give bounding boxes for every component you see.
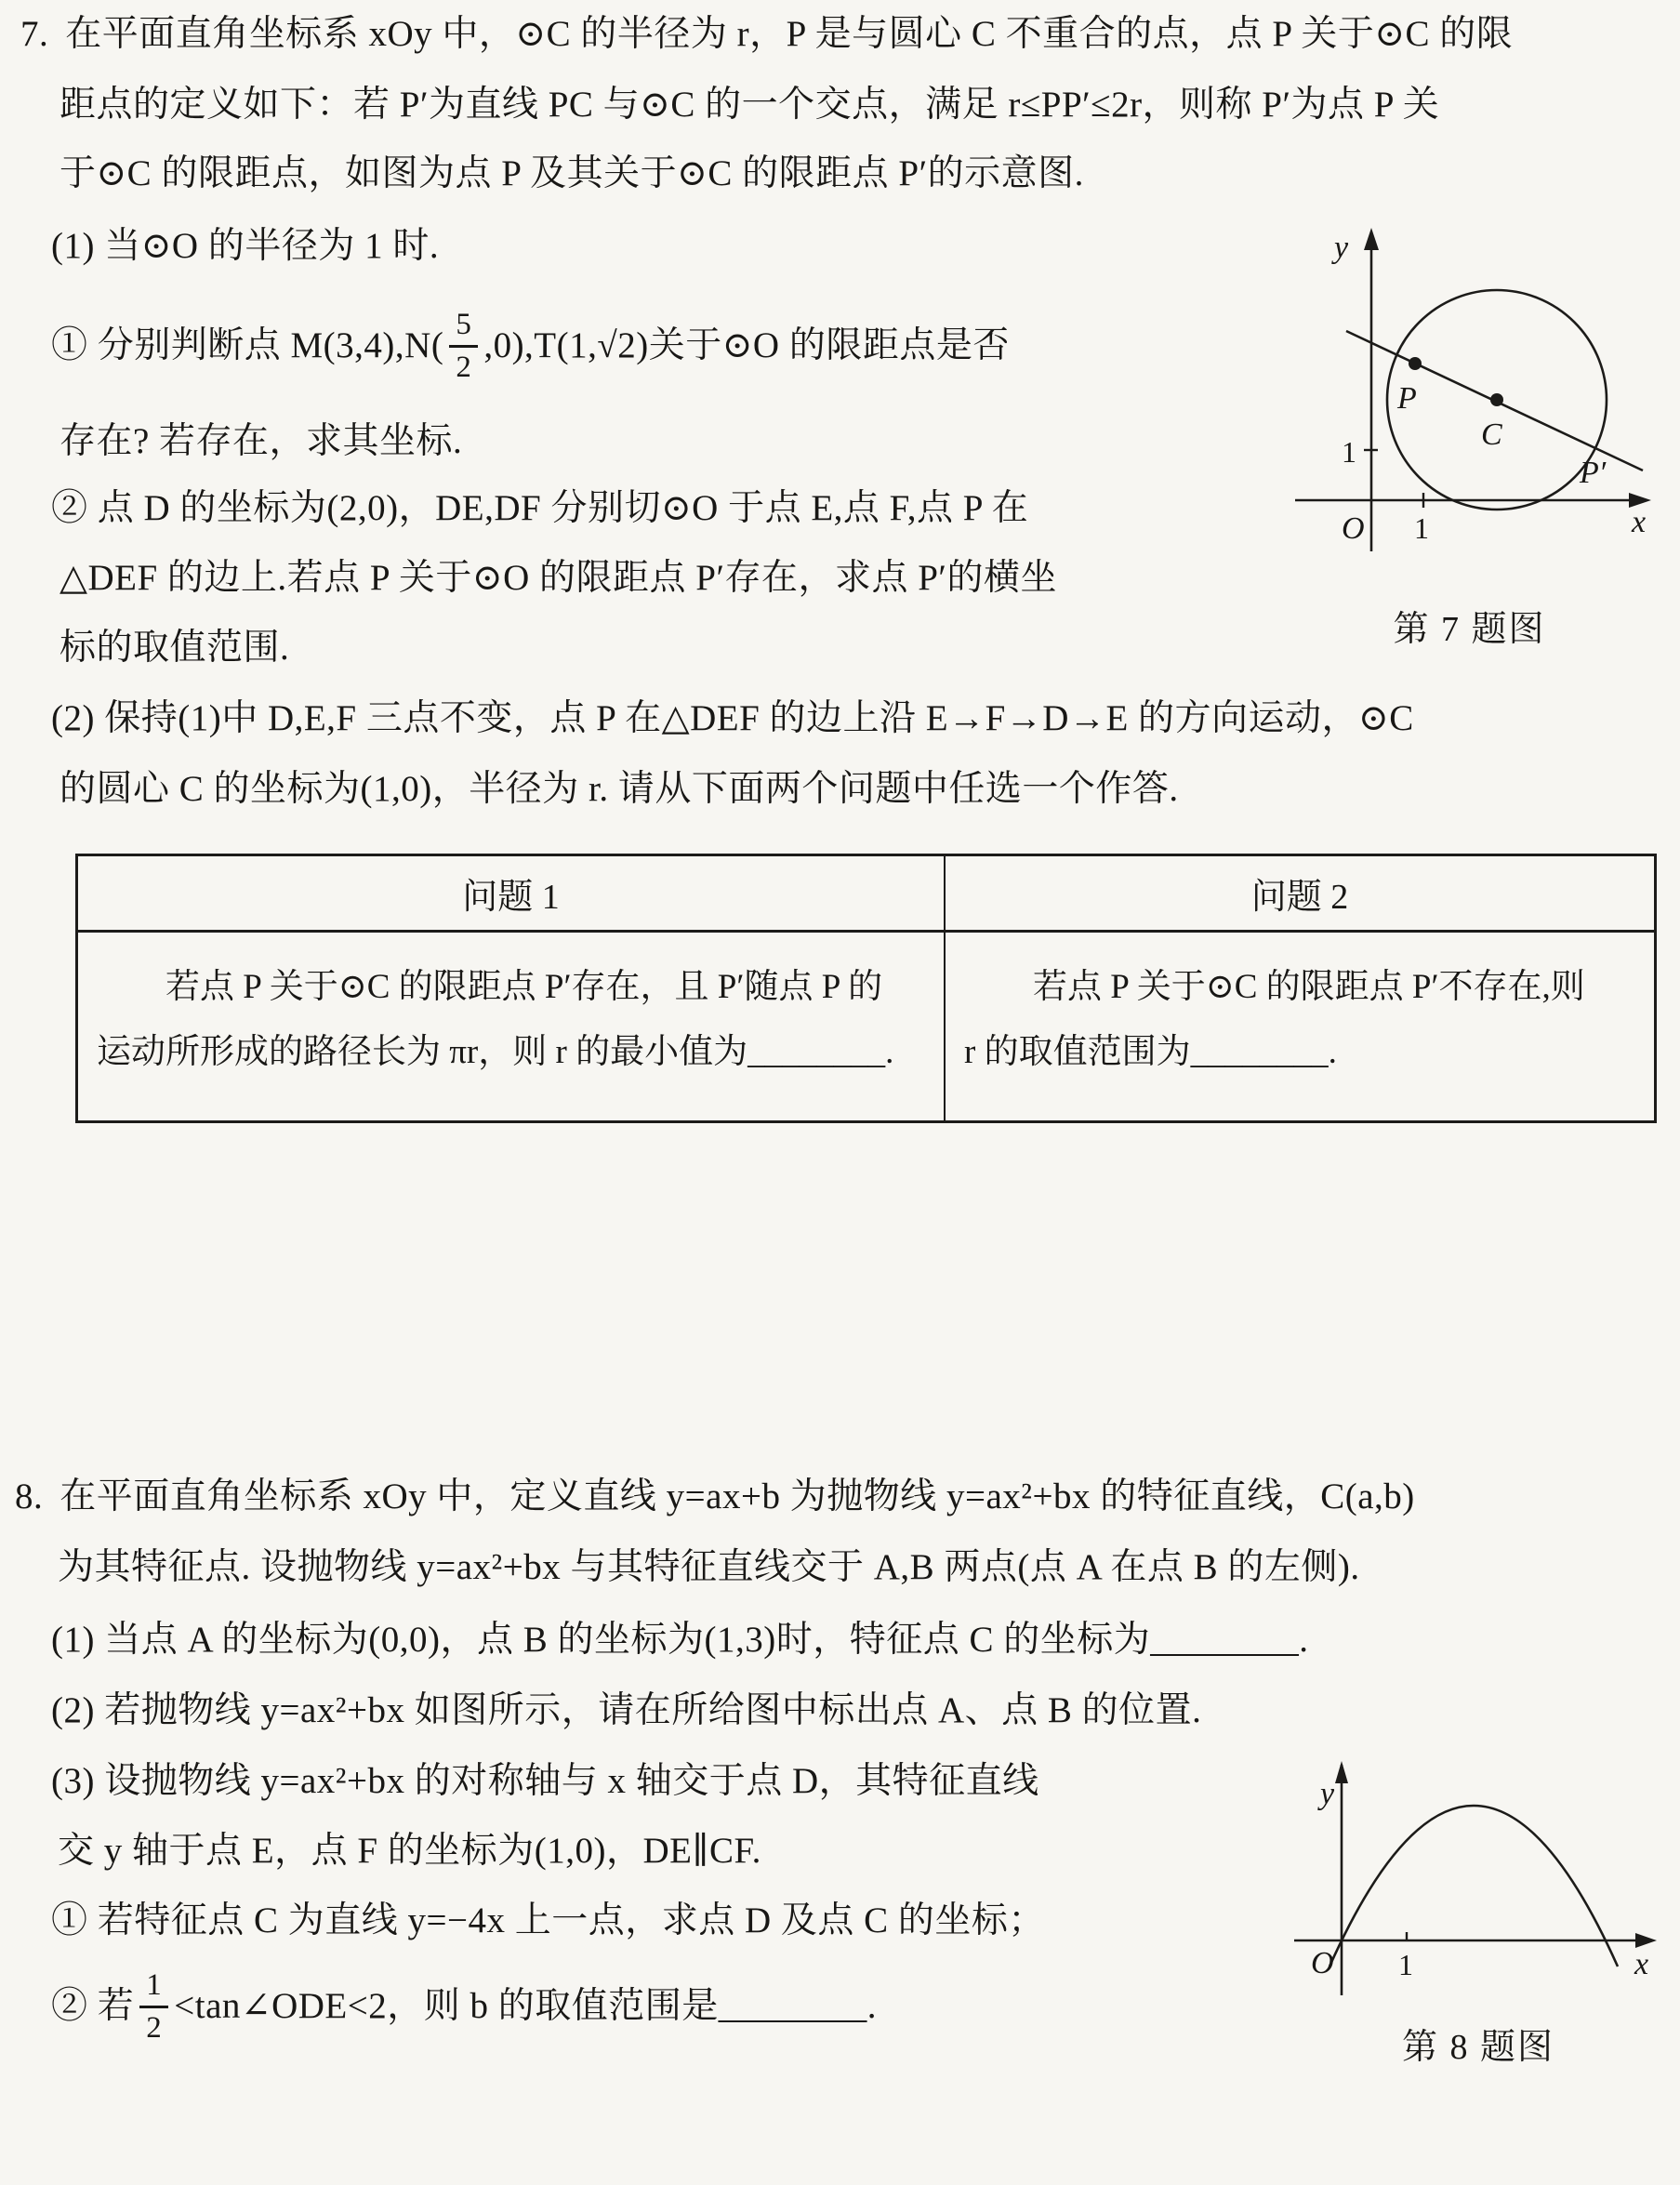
figure-7 [1267,191,1672,649]
x-tick-label: 1 [1398,1948,1413,1981]
p8-part2: (2) 若抛物线 y=ax²+bx 如图所示，请在所给图中标出点 A、点 B 的位置. [51,1690,1202,1730]
p7-part1-sub1-cont: 存在? 若存在，求其坐标. [60,421,463,461]
p8-line-1 [15,1474,1415,1520]
p7-line-1-text: 在平面直角坐标系 xOy 中，⊙C 的半径为 r，P 是与圆心 C 不重合的点，点 P 关于⊙C 的限 [65,14,1514,54]
p7-line-3: 于⊙C 的限距点，如图为点 P 及其关于⊙C 的限距点 P′的示意图. [60,153,1084,193]
table-header-problem2 [946,856,1654,933]
point-C-label: C [1481,417,1502,452]
problem2-text-line1: 若点 P 关于⊙C 的限距点 P′不存在,则 [1033,968,1585,1006]
table-header-problem2-label: 问题 2 [1250,878,1349,917]
figure-7-caption: 第 7 题图 [1393,610,1546,649]
choice-table [75,854,1657,1123]
figure-8-diagram [1281,1755,1675,2008]
problem2-text-line2: r 的取值范围为________. [964,1033,1337,1071]
p8-part3-cont: 交 y 轴于点 E，点 F 的坐标为(1,0)，DE∥CF. [58,1831,761,1871]
problem1-text-line1: 若点 P 关于⊙C 的限距点 P′存在，且 P′随点 P 的 [165,968,883,1006]
x-tick-label: 1 [1414,511,1429,545]
p7-part2-heading: (2) 保持(1)中 D,E,F 三点不变，点 P 在△DEF 的边上沿 E→F→D→E 的方向运动，⊙C [51,698,1414,738]
parabola-curve [1329,1806,1618,1966]
fraction-numerator: 5 [449,308,478,348]
p8-part3-sub2 [51,1960,877,2053]
p8-part3-sub2-pre: ② 若 [51,1986,135,2026]
p7-part2-cont: 的圆心 C 的坐标为(1,0)，半径为 r. 请从下面两个问题中任选一个作答. [60,769,1179,809]
p8-part3-sub1: ① 若特征点 C 为直线 y=−4x 上一点，求点 D 及点 C 的坐标； [51,1900,1045,1940]
fraction-denominator: 2 [146,2010,163,2045]
p7-part1-sub1 [51,305,1010,387]
p8-line-2: 为其特征点. 设抛物线 y=ax²+bx 与其特征直线交于 A,B 两点(点 A 在点 B 的左侧). [58,1547,1360,1587]
fraction-numerator: 1 [139,1968,168,2008]
origin-label: O [1342,511,1365,546]
p7-line-2: 距点的定义如下：若 P′为直线 PC 与⊙C 的一个交点，满足 r≤PP′≤2r，则称 P′为点 P 关 [60,85,1440,125]
figure-7-diagram [1267,191,1672,586]
p8-line-1-text: 在平面直角坐标系 xOy 中，定义直线 y=ax+b 为抛物线 y=ax²+bx 的特征直线，C(a,b) [60,1477,1415,1516]
figure-8-caption: 第 8 题图 [1401,2028,1554,2067]
p7-question-number: 7. [20,14,49,54]
point-C-dot [1490,393,1503,406]
x-axis-label: x [1634,1947,1649,1981]
p8-part3-sub2-post: <tan∠ODE<2，则 b 的取值范围是________. [174,1986,877,2026]
problem1-text-line2: 运动所形成的路径长为 πr，则 r 的最小值为________. [97,1033,894,1071]
p8-part1: (1) 当点 A 的坐标为(0,0)，点 B 的坐标为(1,3)时，特征点 C 的坐标为________. [51,1620,1309,1660]
y-axis-label: y [1334,231,1349,265]
p8-question-number: 8. [15,1477,44,1516]
y-axis-label: y [1320,1777,1335,1811]
p7-line-1 [20,11,1513,58]
table-cell-problem2 [946,933,1654,1120]
fraction-denominator: 2 [456,350,472,384]
fraction-one-half [139,1968,168,2046]
y-tick-label: 1 [1342,435,1356,469]
p8-part3: (3) 设抛物线 y=ax²+bx 的对称轴与 x 轴交于点 D，其特征直线 [51,1761,1039,1801]
p7-part1-sub2: ② 点 D 的坐标为(2,0)，DE,DF 分别切⊙O 于点 E,点 F,点 P 在 [51,488,1029,528]
p7-part1-sub1-pre: ① 分别判断点 M(3,4),N( [51,325,444,365]
p7-part1-sub2-cont1: △DEF 的边上.若点 P 关于⊙O 的限距点 P′存在，求点 P′的横坐 [60,558,1057,598]
p7-part1-heading: (1) 当⊙O 的半径为 1 时. [51,226,440,266]
x-axis-arrow-icon [1635,1933,1657,1948]
figure-8 [1281,1755,1675,2072]
point-P-dot [1409,357,1422,370]
origin-label: O [1311,1946,1334,1980]
p7-part1-sub2-cont2: 标的取值范围. [60,628,290,668]
y-axis-arrow-icon [1364,228,1379,250]
point-P-label: P [1397,381,1417,416]
table-header-problem1-label: 问题 1 [462,878,560,917]
point-P-prime-label: P′ [1580,456,1607,490]
y-axis-arrow-icon [1335,1761,1348,1783]
table-header-problem1 [78,856,946,933]
x-axis-label: x [1632,505,1647,539]
table-cell-problem1 [78,933,946,1120]
fraction-five-halves [449,308,478,385]
p7-part1-sub1-post: ,0),T(1,√2)关于⊙O 的限距点是否 [483,325,1010,365]
